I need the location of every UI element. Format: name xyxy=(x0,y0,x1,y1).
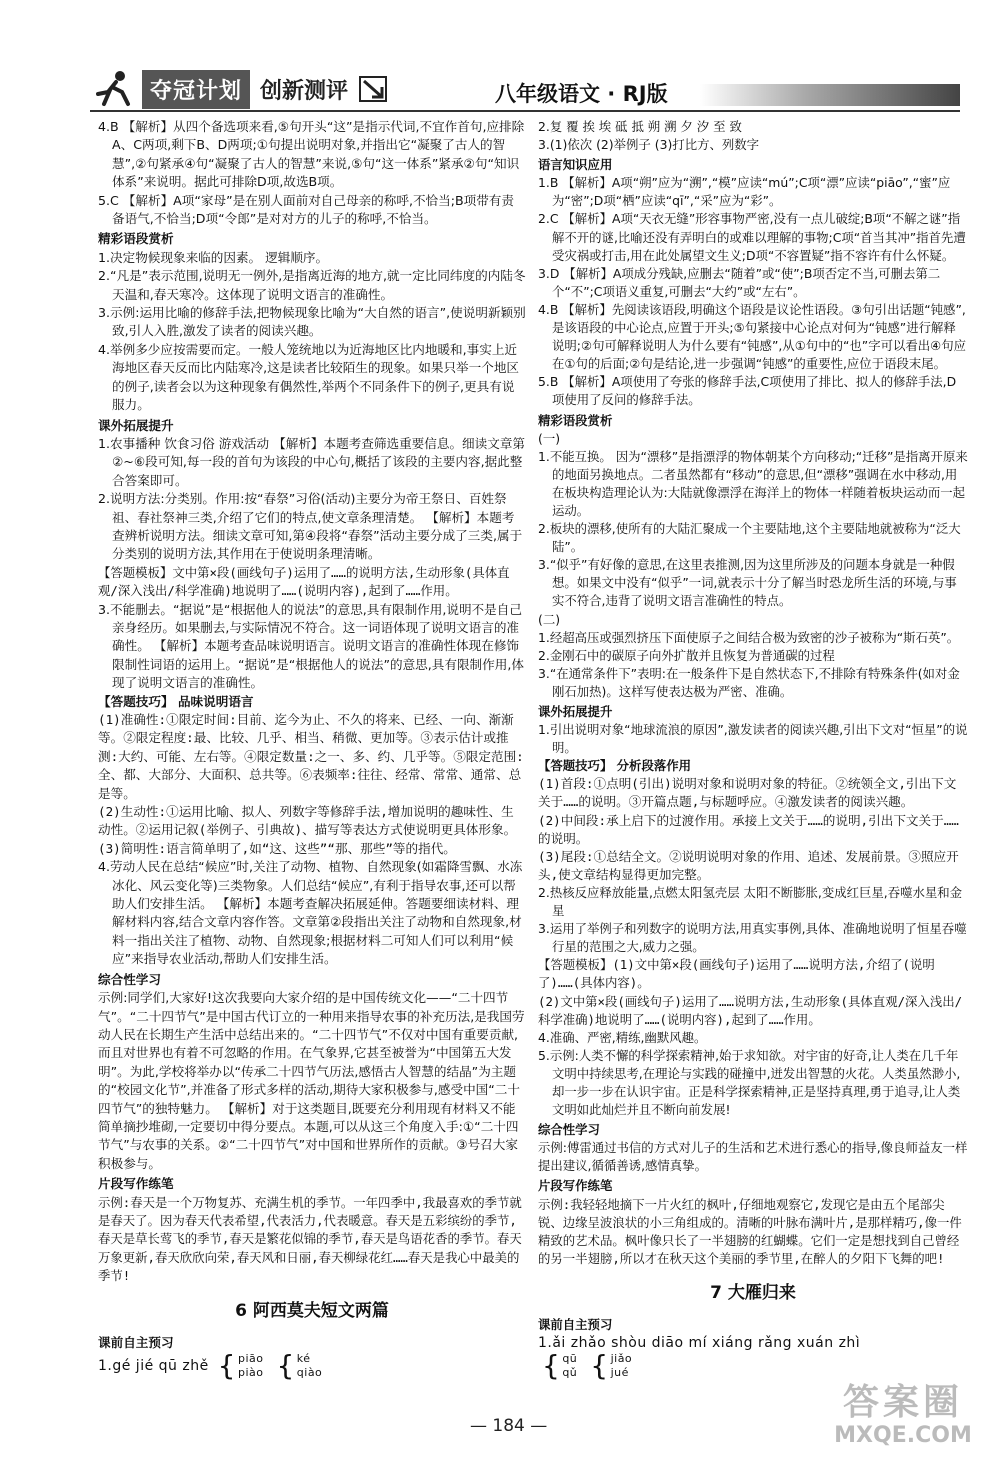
answer-item: 2.复 覆 挨 埃 砥 抵 朔 溯 夕 汐 至 致 xyxy=(538,119,742,134)
answer-item: 5.B 【解析】A项使用了夸张的修辞手法,C项使用了排比、拟人的修辞手法,D项使用了反问的修辞手法。 xyxy=(538,374,957,408)
tip-text: (1)准确性:①限定时间:目前、迄今为止、不久的将来、已经、一向、渐渐等。②限定程度:最、比较、几乎、相当、稍微、更加等。③表示估计或推测:大约、可能、左右等。④限定数量:之一、多、约、几乎等。⑤限定范围:全、都、大部分、大面积、总共等。⑥表频率:往往、经常、常常、通常、总是等。 xyxy=(98,712,524,801)
answer-item: 2.C 【解析】A项“天衣无缝”形容事物严密,没有一点儿破绽;B项“不解之谜”指解不开的谜,比喻还没有弄明白的或难以理解的事物;C项“首当其冲”指首先遭受灾祸或打击,用在此处属望文生义;D项“不容置疑”指不容许有什么怀疑。 xyxy=(538,211,966,263)
header-rule xyxy=(90,110,960,112)
pinyin-option: qū xyxy=(562,1352,578,1366)
pinyin-brace: { ké qiào xyxy=(276,1349,323,1383)
answer-4: 4.B 【解析】从四个备选项来看,⑤句开头“这”是指示代词,不宜作首句,应排除A、C两项,剩下B、D两项;①句提出说明对象,并指出它“凝聚了古人的智慧”,②句紧承④句“凝聚了古人的智慧”来说,⑤句“这一体系”紧承②句“知识体系”来说明。据此可排除D项,故选B项。 xyxy=(98,119,525,190)
pinyin-line xyxy=(538,1349,968,1383)
watermark xyxy=(818,1383,988,1453)
answer-item: 1.不能互换。 因为“漂移”是指漂浮的物体朝某个方向移动;“迁移”是指离开原来的地面另换地点。二者虽然都有“移动”的意思,但“漂移”强调在水中移动,用在板块构造理论认为:大陆就像漂浮在海洋上的物体一样随着板块运动而一起运动。 xyxy=(538,448,968,518)
section-heading: 课前自主预习 xyxy=(538,1317,613,1332)
grade-title: 八年级语文 · RJ版 xyxy=(495,82,668,106)
tip-text: (3)尾段:①总结全文。②说明说明对象的作用、追述、发展前景。③照应开头,使文章结构显得更加完整。 xyxy=(538,848,959,882)
writing-sample: 示例:我轻轻地摘下一片火红的枫叶,仔细地观察它,发现它是由五个尾部尖锐、边缘呈波浪状的小三角组成的。清晰的叶脉布满叶片,是那样精巧,像一件精致的艺术品。枫叶像只长了一半翅膀的红蝴蝶。它们一定是想找到自己曾经的另一半翅膀,所以才在秋天这个美丽的季节里,在醉人的夕阳下飞舞的吧! xyxy=(538,1196,962,1266)
chapter-title: 6 阿西莫夫短文两篇 xyxy=(235,1300,389,1321)
sub-heading: (一) xyxy=(538,430,561,446)
answer-item: 2.金刚石中的碳原子向外扩散并且恢复为普通碳的过程 xyxy=(538,647,835,663)
watermark-sub: MXQE.COM xyxy=(834,1423,972,1448)
answer-template: (2)文中第×段(画线句子)运用了……说明方法,生动形象(具体直观/深入浅出/科学准确)地说明了……(说明内容),起到了……作用。 xyxy=(538,993,963,1027)
answer-item: 3.(1)依次 (2)举例子 (3)打比方、列数字 xyxy=(538,137,760,153)
answer-item: 4.劳动人民在总结“候应”时,关注了动物、植物、自然现象(如霜降雪飘、水冻冰化、风云变化等)三类物象。人们总结“候应”,有利于指导农事,还可以帮助人们安排生活。 【解析】本题考查解决拓展延伸。答题要细读材料、理解材料内容,结合文章内容作答。文章第②段指出关注了动物和自然现象,材料一指出关注了植物、动物、自然现象;根据材料二可知人们可以利用“候应”来指导农业活动,帮助人们安排生活。 xyxy=(98,859,523,967)
comprehensive-answer: 示例:同学们,大家好!这次我要向大家介绍的是中国传统文化——“二十四节气”。“二十四节气”是中国古代订立的一种用来指导农事的补充历法,是我国劳动人民在长期生产生活中总结出来的。“二十四节气”不仅对中国有重要贡献,而且对世界也有着不可忽略的作用。在气象界,它甚至被誉为“中国第五大发明”。为此,学校将举办以“传承二十四节气历法,感悟古人智慧的结晶”为主题的“校园文化节”,并准备了形式多样的活动,期待大家积极参与,感受中国“二十四节气”的独特魅力。 【解析】对于这类题目,既要充分利用现有材料又不能简单摘抄堆砌,一定要切中得分要点。本题,可以从这三个角度入手:①“二十四节气”与农事的关系。②“二十四节气”对中国和世界所作的贡献。③号召大家积极参与。 xyxy=(98,990,525,1171)
answer-item: 5.示例:人类不懈的科学探索精神,始于求知欲。对宇宙的好奇,让人类在几千年文明中持续思考,在理论与实践的碰撞中,迸发出智慧的火花。人类虽然渺小,却一步一步在认识宇宙。正是科学探索精神,正是坚持真理,勇于追寻,让人类文明如此灿烂并且不断向前发展! xyxy=(538,1047,961,1118)
section-heading: 精彩语段赏析 xyxy=(98,231,174,247)
chapter-title: 7 大雁归来 xyxy=(710,1282,796,1303)
sub-heading: (二) xyxy=(538,611,561,627)
answer-item: 3.不能删去。“据说”是“根据他人的说法”的意思,具有限制作用,说明不是自己亲身经历。如果删去,与实际情况不符合。这一词语体现了说明文语言的准确性。 【解析】本题考查品味说明语言。说明文语言的准确性体现在修饰限制性词语的运用上。“据说”是“根据他人的说法”的意思,具有限制作用,体现了说明文语言的准确性。 xyxy=(98,601,524,691)
answer-item: 4.举例多少应按需要而定。一般人笼统地以为近海地区比内地暖和,事实上近海地区春天反而比内陆寒冷,这是读者比较陌生的现象。如果只举一个地区的例子,读者会以为这种现象有偶然性,举两个不同条件下的例子,更具有说服力。 xyxy=(98,341,520,413)
pinyin-brace: { piāo piào xyxy=(217,1349,264,1383)
section-heading: 课前自主预习 xyxy=(98,1335,174,1350)
comprehensive-answer: 示例:傅雷通过书信的方式对儿子的生活和艺术进行悉心的指导,像良师益友一样提出建议,循循善诱,感情真挚。 xyxy=(538,1140,968,1174)
tip-text: (2)中间段:承上启下的过渡作用。承接上文关于……的说明,引出下文关于……的说明。 xyxy=(538,812,959,846)
answer-template: 【答题模板】文中第×段(画线句子)运用了……的说明方法,生动形象(具体直观/深入浅出/科学准确)地说明了……(说明内容),起到了……作用。 xyxy=(98,564,510,599)
answer-item: 1.决定物候现象来临的因素。 逻辑顺序。 xyxy=(98,249,329,265)
pinyin-option: qiào xyxy=(296,1366,323,1380)
pinyin-option: piāo xyxy=(237,1352,264,1366)
pinyin-option: jiǎo xyxy=(610,1352,633,1366)
left-column xyxy=(98,118,526,1383)
header-subtitle: 创新测评 xyxy=(260,78,349,104)
page-number: — 184 — xyxy=(470,1416,548,1436)
tip-text: (2)生动性:①运用比喻、拟人、列数字等修辞手法,增加说明的趣味性、生动性。②运用记叙(举例子、引典故)、描写等表达方式使说明更具体形象。 xyxy=(98,804,517,838)
pinyin-option: jué xyxy=(610,1366,629,1380)
section-heading: 语言知识应用 xyxy=(538,157,613,173)
answer-item: 3.“似乎”有好像的意思,在这里表推测,因为这里所涉及的问题本身就是一种假想。如果文中没有“似乎”一词,就表示十分了解当时恐龙所生活的环境,与事实不符合,违背了说明文语言准确性的特点。 xyxy=(538,557,957,609)
section-heading: 课外拓展提升 xyxy=(98,417,174,433)
pinyin-text: 1.ǎi zhǎo shòu diāo mí xiáng rǎng xuán zhì xyxy=(538,1335,861,1352)
pinyin-option: ké xyxy=(296,1352,311,1366)
section-heading: 课外拓展提升 xyxy=(538,704,613,719)
pinyin-option: piào xyxy=(237,1366,264,1380)
runner-icon xyxy=(92,70,136,108)
tip-text: (3)简明性:语言简单明了,如“这、这些”“那、那些”等的指代。 xyxy=(98,840,456,856)
answer-item: 4.准确、严密,精练,幽默风趣。 xyxy=(538,1029,707,1045)
answer-item: 3.示例:运用比喻的修辞手法,把物候现象比喻为“大自然的语言”,使说明新颖别致,引人入胜,激发了读者的阅读兴趣。 xyxy=(98,305,526,339)
header-decor-bar xyxy=(700,84,960,106)
section-heading: 片段写作练笔 xyxy=(538,1178,613,1194)
pinyin-brace: { jiǎo jué xyxy=(590,1349,633,1383)
answer-item: 2.板块的漂移,使所有的大陆汇聚成一个主要陆地,这个主要陆地就被称为“泛大陆”。 xyxy=(538,521,961,555)
section-heading: 综合性学习 xyxy=(538,1122,600,1138)
tip-text: (1)首段:①点明(引出)说明对象和说明对象的特征。②统领全文,引出下文关于……的说明。③开篇点题,与标题呼应。④激发读者的阅读兴趣。 xyxy=(538,776,957,810)
answer-item: 1.经超高压或强烈挤压下面使原子之间结合极为致密的沙子被称为“斯石英”。 xyxy=(538,629,960,645)
answer-item: 1.农事播种 饮食习俗 游戏活动 【解析】本题考查筛选重要信息。细读文章第②~⑥段可知,每一段的首句为该段的中心句,概括了该段的主要内容,据此整合答案即可。 xyxy=(98,435,526,488)
pinyin-text: 1.gé jié qū zhě xyxy=(98,1358,209,1375)
answer-5: 5.C 【解析】A项“家母”是在别人面前对自己母亲的称呼,不恰当;B项带有责备语气,不恰当;D项“令郎”是对对方的儿子的称呼,不恰当。 xyxy=(98,192,514,227)
section-heading: 综合性学习 xyxy=(98,971,161,987)
tip-heading: 【答题技巧】 分析段落作用 xyxy=(538,758,692,774)
logo-text: 夺冠计划 xyxy=(142,70,250,109)
arrow-icon xyxy=(358,75,388,103)
answer-item: 3.“在通常条件下”表明:在一般条件下是自然状态下,不排除有特殊条件(如对金刚石加热)。这样写使表达极为严密、准确。 xyxy=(538,665,960,699)
answer-item: 3.运用了举例子和列数字的说明方法,用真实事例,具体、准确地说明了恒星吞噬行星的范围之大,威力之强。 xyxy=(538,921,967,955)
pinyin-line xyxy=(98,1349,526,1383)
tip-heading: 【答题技巧】 品味说明语言 xyxy=(98,693,254,709)
watermark-main: 答案圈 xyxy=(842,1382,963,1423)
pinyin-brace: { qū qǔ xyxy=(542,1349,578,1383)
answer-template: 【答题模板】(1)文中第×段(画线句子)运用了……说明方法,介绍了(说明了)……(具体内容)。 xyxy=(538,957,935,991)
answer-item: 1.B 【解析】A项“朔”应为“溯”,“模”应读“mú”;C项“漂”应读“piāo”,“蜜”应为“密”;D项“栖”应读“qī”,“采”应为“彩”。 xyxy=(538,175,951,209)
right-column xyxy=(538,118,968,1383)
pinyin-option: qǔ xyxy=(562,1366,578,1380)
writing-sample: 示例:春天是一个万物复苏、充满生机的季节。一年四季中,我最喜欢的季节就是春天了。因为春天代表希望,代表活力,代表暖意。春天是五彩缤纷的季节,春天是草长莺飞的季节,春天是繁花似锦的季节,春天是鸟语花香的季节。春天万象更新,春天欣欣向荣,春天风和日丽,春天柳绿花红……春天是我心中最美的季节! xyxy=(98,1194,522,1284)
answer-item: 2.说明方法:分类别。作用:按“春祭”习俗(活动)主要分为帝王祭日、百姓祭祖、春社祭神三类,介绍了它们的特点,使文章条理清楚。 【解析】本题考查辨析说明方法。细读文章可知,第④段将“春祭”活动主要分成了三类,属于分类别的说明方法,其作用在于使说明条理清晰。 xyxy=(98,491,523,562)
answer-item: 4.B 【解析】先阅读该语段,明确这个语段是议论性语段。③句引出话题“钝感”,是该语段的中心论点,应置于开头;⑤句紧接中心论点对何为“钝感”进行解释说明;②句可解释说明人为什么要有“钝感”,从①句中的“也”字可以看出④句应在①句的后面;②句是结论,进一步强调“钝感”的重要性,应位于语段末尾。 xyxy=(538,301,967,372)
answer-item: 1.引出说明对象“地球流浪的原因”,激发读者的阅读兴趣,引出下文对“恒星”的说明。 xyxy=(538,722,968,756)
brand-logo xyxy=(92,70,388,108)
answer-item: 2.“凡是”表示范围,说明无一例外,是指离近海的地方,就一定比同纬度的内陆冬天温和,春天寒冷。这体现了说明文语言的准确性。 xyxy=(98,268,526,302)
section-heading: 精彩语段赏析 xyxy=(538,412,613,428)
answer-item: 2.热核反应释放能量,点燃太阳氢壳层 太阳不断膨胀,变成红巨星,吞噬水星和金星 xyxy=(538,884,963,919)
answer-item: 3.D 【解析】A项成分残缺,应删去“随着”或“使”;B项否定不当,可删去第二个“不”;C项语义重复,可删去“大约”或“左右”。 xyxy=(538,265,941,299)
section-heading: 片段写作练笔 xyxy=(98,1176,174,1192)
page-header xyxy=(0,0,1000,110)
